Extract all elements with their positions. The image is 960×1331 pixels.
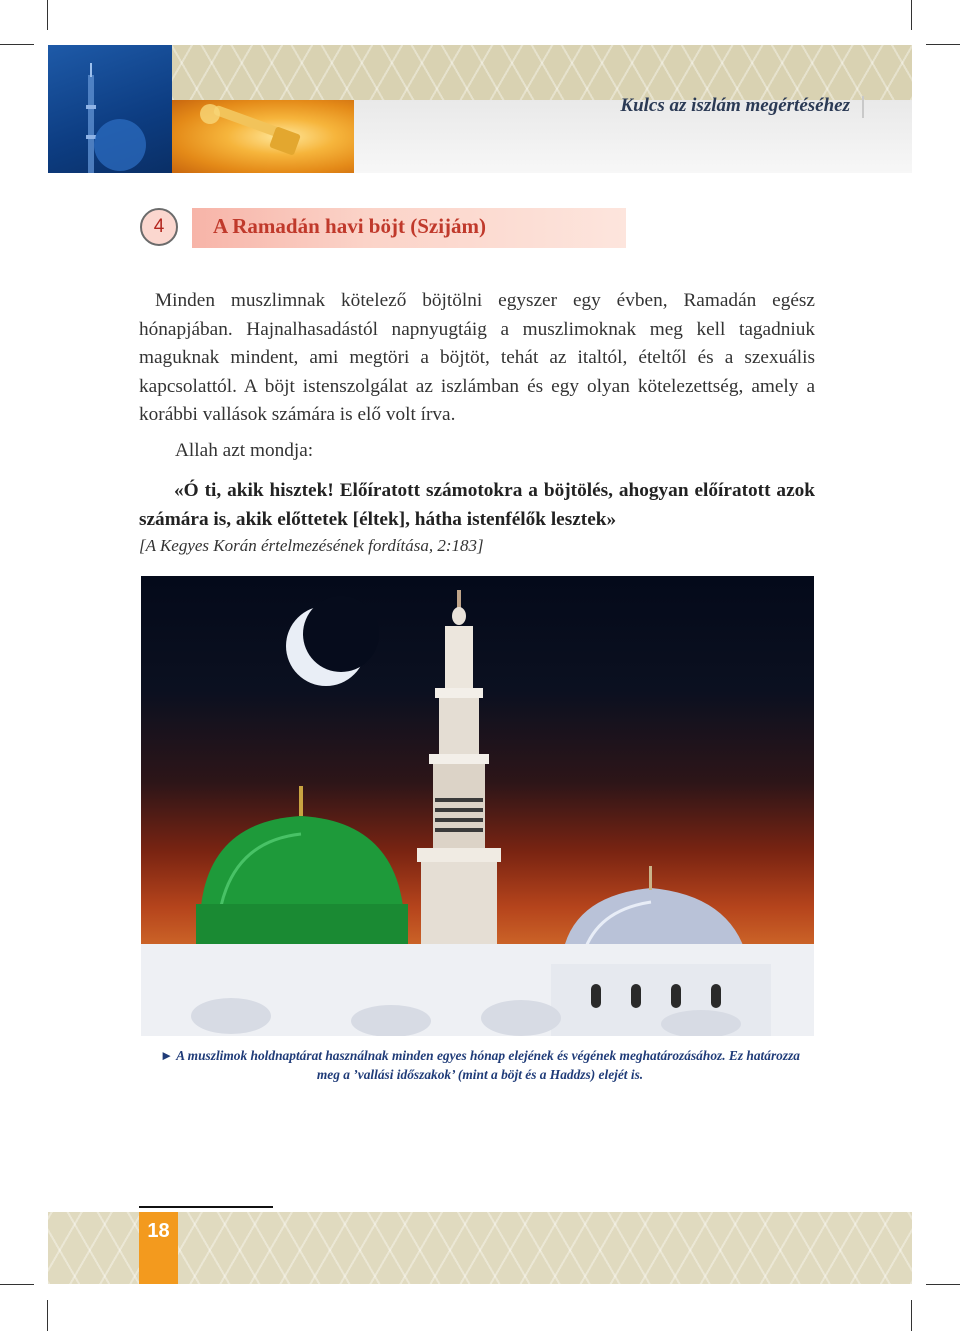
section-title: A Ramadán havi böjt (Szijám) (213, 214, 487, 238)
crescent-moon (286, 596, 379, 686)
quote-intro: Allah azt mondja: (175, 440, 314, 461)
mosque-photo (141, 576, 814, 1036)
crop-mark (47, 0, 48, 30)
caption-arrow-icon: ► (160, 1048, 174, 1063)
header-minaret-image (48, 45, 172, 173)
crop-mark (0, 1284, 34, 1285)
quote-reference: [A Kegyes Korán értelmezésének fordítása, 2:183] (139, 536, 484, 555)
running-title: Kulcs az iszlám megértéséhez (620, 95, 850, 116)
crop-mark (0, 44, 34, 45)
mosque-base (141, 944, 814, 1036)
body-paragraph (139, 287, 815, 430)
crop-mark (911, 0, 912, 30)
crop-mark (911, 1300, 912, 1331)
running-title-divider (862, 96, 864, 118)
page-number: 18 (139, 1212, 178, 1284)
quran-quote: «Ó ti, akik hisztek! Előíratott számotokra a böjtölés, ahogyan előíratott azok számára is, akik előttetek [éltek], hátha istenfélők lesztek» (139, 480, 815, 530)
crop-mark (926, 1284, 960, 1285)
crop-mark (47, 1300, 48, 1331)
caption-text: A muszlimok holdnaptárat használnak minden egyes hónap elejének és végének meghatározásához. Ez határozza meg a ’vallási időszakok’ (mint a böjt és a Haddzs) elejét is. (176, 1048, 800, 1082)
crop-mark (926, 44, 960, 45)
green-dome (196, 786, 408, 944)
minaret (417, 590, 501, 982)
footer-rule (139, 1206, 273, 1208)
header-key-image (172, 100, 354, 173)
section-number: 4 (140, 208, 178, 246)
photo-caption (150, 1046, 810, 1084)
header-pattern-strip (172, 45, 912, 100)
body-paragraph-text: Minden muszlimnak kötelező böjtölni egyszer egy évben, Ramadán egész hónapjában. Hajnalhasadástól napnyugtáig a muszlimoknak meg kell tagadniuk maguknak mindent, ami megtöri a böjtöt, tehát az italtól, ételtől és a szexuális kapcsolattól. A böjt istenszolgálat az iszlámban és egy olyan kötelezettség, amely a korábbi vallások számára is elő volt írva. (139, 290, 815, 426)
